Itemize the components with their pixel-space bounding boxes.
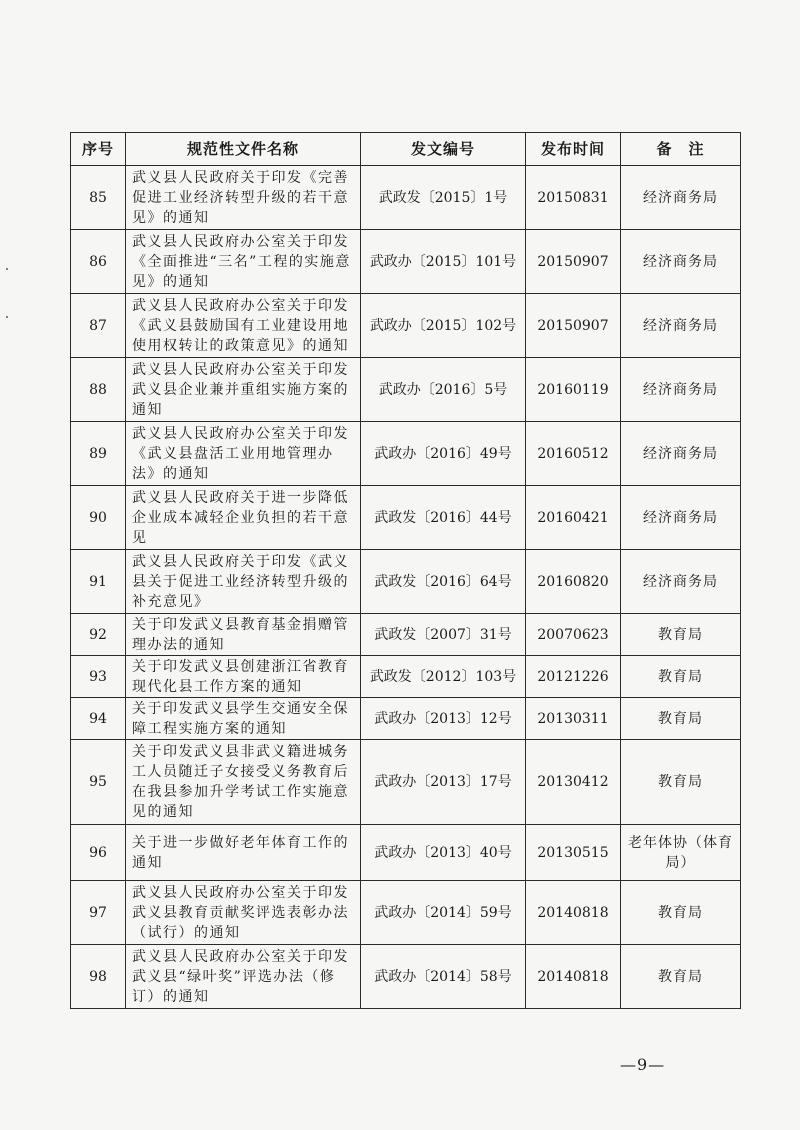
row-date: 20130311: [526, 698, 621, 740]
row-name: 武义县人民政府办公室关于印发《全面推进“三名”工程的实施意见》的通知: [126, 230, 361, 294]
row-doc-no: 武政办〔2014〕59号: [361, 881, 526, 945]
row-date: 20150907: [526, 230, 621, 294]
row-index: 89: [71, 422, 126, 486]
margin-mark: [6, 316, 8, 318]
row-index: 87: [71, 294, 126, 358]
row-name: 武义县人民政府办公室关于印发武义县企业兼并重组实施方案的通知: [126, 358, 361, 422]
regulation-table: [70, 132, 741, 1009]
table-row: [71, 422, 741, 486]
row-memo: 教育局: [621, 945, 741, 1009]
table-row: [71, 550, 741, 614]
row-doc-no: 武政办〔2014〕58号: [361, 945, 526, 1009]
row-index: 98: [71, 945, 126, 1009]
row-date: 20160820: [526, 550, 621, 614]
row-index: 91: [71, 550, 126, 614]
row-index: 90: [71, 486, 126, 550]
row-index: 95: [71, 740, 126, 825]
row-name: 武义县人民政府办公室关于印发武义县“绿叶奖”评选办法（修订）的通知: [126, 945, 361, 1009]
row-date: 20150907: [526, 294, 621, 358]
margin-mark: [6, 268, 8, 270]
row-index: 92: [71, 614, 126, 656]
row-doc-no: 武政发〔2012〕103号: [361, 656, 526, 698]
row-date: 20140818: [526, 881, 621, 945]
row-memo: 教育局: [621, 740, 741, 825]
row-name: 武义县人民政府关于进一步降低企业成本减轻企业负担的若干意见: [126, 486, 361, 550]
row-date: 20070623: [526, 614, 621, 656]
row-date: 20160119: [526, 358, 621, 422]
row-index: 93: [71, 656, 126, 698]
row-date: 20160512: [526, 422, 621, 486]
row-doc-no: 武政办〔2013〕12号: [361, 698, 526, 740]
row-name: 关于印发武义县学生交通安全保障工程实施方案的通知: [126, 698, 361, 740]
header-date: 发布时间: [526, 133, 621, 166]
row-doc-no: 武政办〔2016〕49号: [361, 422, 526, 486]
row-index: 94: [71, 698, 126, 740]
table-row: [71, 881, 741, 945]
header-index: 序号: [71, 133, 126, 166]
row-memo: 老年体协（体育局）: [621, 825, 741, 881]
table-row: [71, 294, 741, 358]
row-index: 86: [71, 230, 126, 294]
row-doc-no: 武政发〔2016〕44号: [361, 486, 526, 550]
table-row: [71, 614, 741, 656]
header-doc-no: 发文编号: [361, 133, 526, 166]
row-index: 97: [71, 881, 126, 945]
row-memo: 经济商务局: [621, 358, 741, 422]
table-row: [71, 740, 741, 825]
row-date: 20130412: [526, 740, 621, 825]
table-row: [71, 358, 741, 422]
row-memo: 经济商务局: [621, 422, 741, 486]
row-index: 85: [71, 166, 126, 230]
header-name: 规范性文件名称: [126, 133, 361, 166]
row-index: 88: [71, 358, 126, 422]
row-memo: 教育局: [621, 881, 741, 945]
row-doc-no: 武政发〔2007〕31号: [361, 614, 526, 656]
row-doc-no: 武政发〔2015〕1号: [361, 166, 526, 230]
row-doc-no: 武政办〔2015〕102号: [361, 294, 526, 358]
table-row: [71, 945, 741, 1009]
page-number: —9—: [620, 1055, 666, 1074]
row-doc-no: 武政办〔2013〕40号: [361, 825, 526, 881]
table-row: [71, 825, 741, 881]
row-doc-no: 武政办〔2013〕17号: [361, 740, 526, 825]
row-name: 武义县人民政府办公室关于印发武义县教育贡献奖评选表彰办法（试行）的通知: [126, 881, 361, 945]
row-memo: 教育局: [621, 698, 741, 740]
row-name: 关于进一步做好老年体育工作的通知: [126, 825, 361, 881]
row-name: 武义县人民政府办公室关于印发《武义县鼓励国有工业建设用地使用权转让的政策意见》的通知: [126, 294, 361, 358]
table-row: [71, 230, 741, 294]
header-memo: 备 注: [621, 133, 741, 166]
row-index: 96: [71, 825, 126, 881]
row-date: 20160421: [526, 486, 621, 550]
row-memo: 教育局: [621, 614, 741, 656]
row-name: 武义县人民政府关于印发《完善促进工业经济转型升级的若干意见》的通知: [126, 166, 361, 230]
table-row: [71, 698, 741, 740]
row-memo: 经济商务局: [621, 550, 741, 614]
table-row: [71, 166, 741, 230]
row-doc-no: 武政办〔2016〕5号: [361, 358, 526, 422]
row-date: 20130515: [526, 825, 621, 881]
row-date: 20121226: [526, 656, 621, 698]
row-memo: 经济商务局: [621, 294, 741, 358]
row-doc-no: 武政办〔2015〕101号: [361, 230, 526, 294]
row-name: 关于印发武义县教育基金捐赠管理办法的通知: [126, 614, 361, 656]
row-name: 武义县人民政府办公室关于印发《武义县盘活工业用地管理办法》的通知: [126, 422, 361, 486]
row-name: 关于印发武义县创建浙江省教育现代化县工作方案的通知: [126, 656, 361, 698]
row-date: 20150831: [526, 166, 621, 230]
table-header-row: [71, 133, 741, 166]
row-name: 关于印发武义县非武义籍进城务工人员随迁子女接受义务教育后在我县参加升学考试工作实施意见的通知: [126, 740, 361, 825]
row-memo: 经济商务局: [621, 230, 741, 294]
row-date: 20140818: [526, 945, 621, 1009]
table-row: [71, 656, 741, 698]
row-memo: 教育局: [621, 656, 741, 698]
row-memo: 经济商务局: [621, 166, 741, 230]
row-doc-no: 武政发〔2016〕64号: [361, 550, 526, 614]
row-name: 武义县人民政府关于印发《武义县关于促进工业经济转型升级的补充意见》: [126, 550, 361, 614]
row-memo: 经济商务局: [621, 486, 741, 550]
table-row: [71, 486, 741, 550]
